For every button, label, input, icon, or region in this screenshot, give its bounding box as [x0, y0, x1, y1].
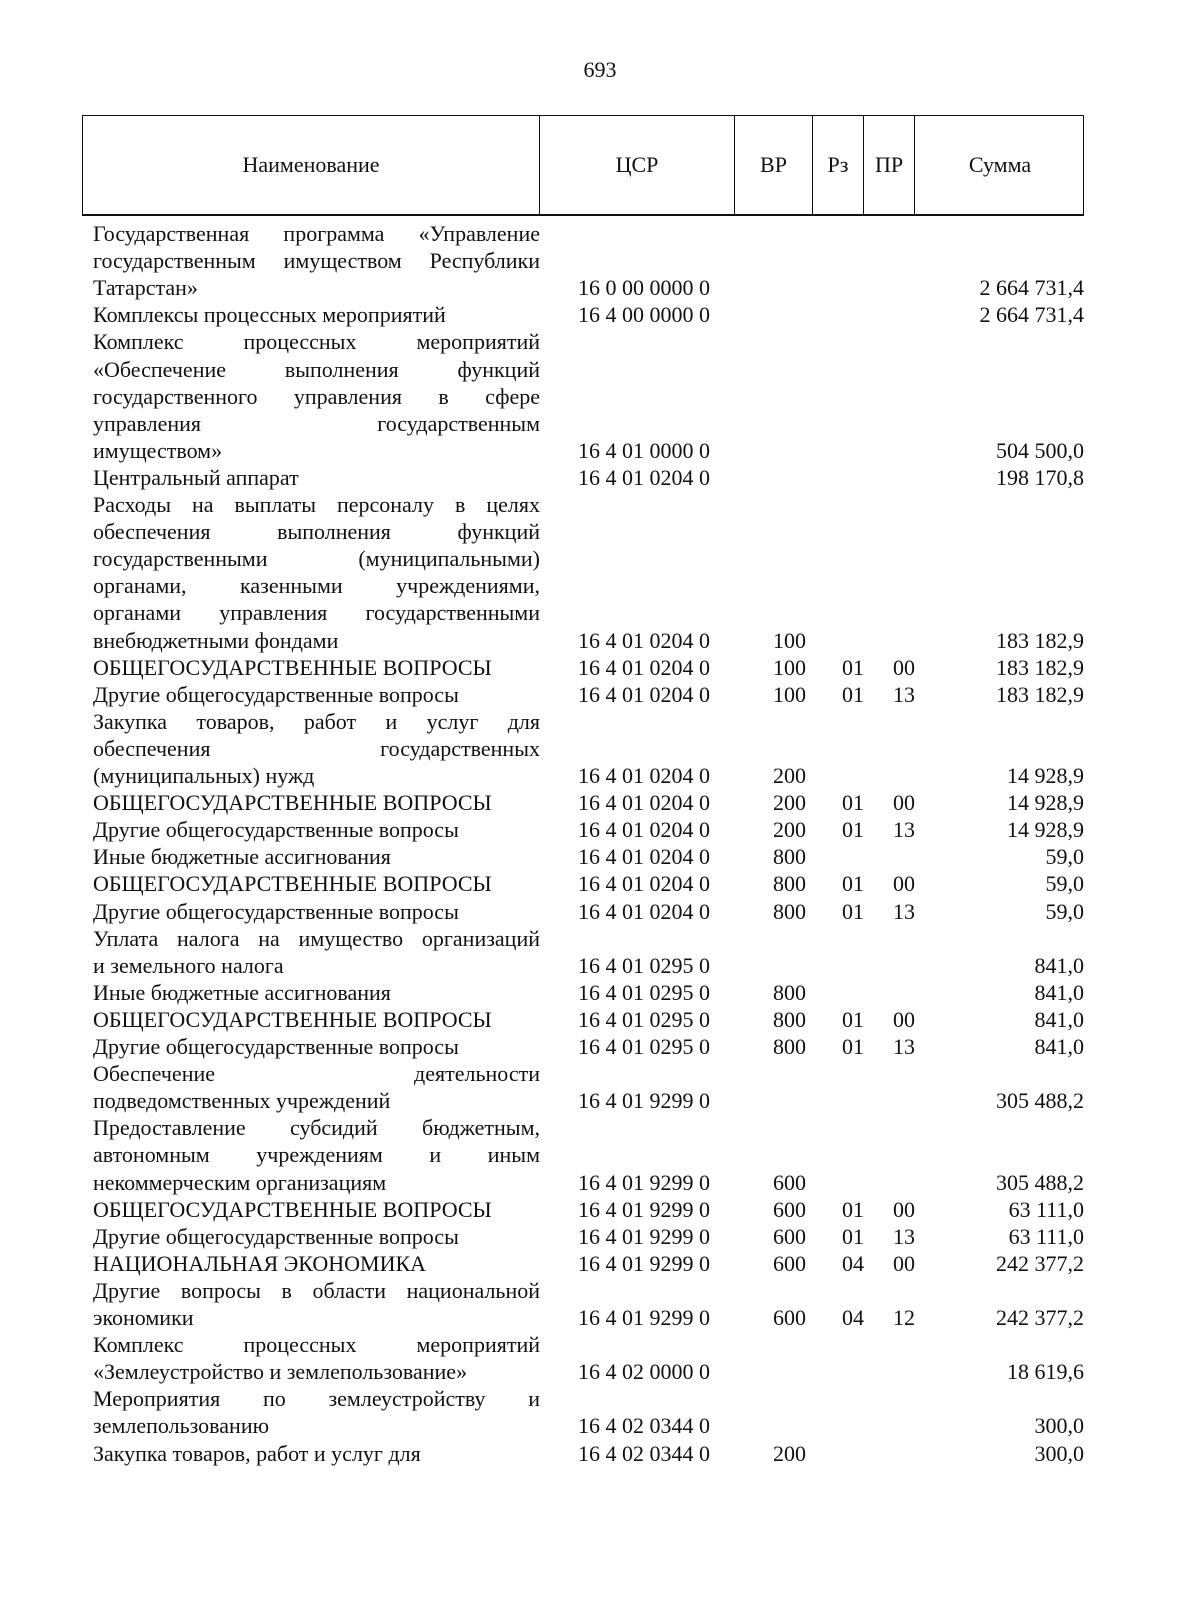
row-vr: 800: [773, 871, 806, 896]
row-csr: 16 4 01 0204 0: [578, 899, 710, 924]
table-row-line: [0, 599, 1200, 626]
row-vr: 800: [773, 980, 806, 1005]
row-name: Иные бюджетные ассигнования: [93, 980, 391, 1005]
table-row-line: [0, 220, 1200, 247]
row-csr: 16 4 01 0204 0: [578, 682, 710, 707]
table-row-line: [0, 1223, 1200, 1250]
table-row-line: [0, 789, 1200, 816]
table-row-line: [0, 247, 1200, 274]
row-csr: 16 4 01 9299 0: [578, 1224, 710, 1249]
row-name: экономики: [93, 1305, 194, 1330]
row-csr: 16 4 01 0295 0: [578, 953, 710, 978]
row-vr: 100: [773, 682, 806, 707]
row-vr: 600: [773, 1197, 806, 1222]
row-name: Расходы на выплаты персоналу в целях: [93, 492, 540, 517]
table-row-line: [0, 1331, 1200, 1358]
row-name: Обеспечение деятельности: [93, 1061, 540, 1086]
row-vr: 800: [773, 1007, 806, 1032]
row-rz: 01: [842, 817, 864, 842]
row-sum: 841,0: [1034, 1007, 1084, 1032]
row-name: Иные бюджетные ассигнования: [93, 844, 391, 869]
table-row-line: [0, 1169, 1200, 1196]
row-csr: 16 4 01 9299 0: [578, 1197, 710, 1222]
row-name: органами управления государственными: [93, 600, 540, 625]
row-sum: 59,0: [1045, 899, 1084, 924]
row-pr: 13: [893, 682, 915, 707]
table-row-line: [0, 1358, 1200, 1385]
row-pr: 13: [893, 817, 915, 842]
row-sum: 504 500,0: [996, 438, 1084, 463]
table-row-line: [0, 1250, 1200, 1277]
row-name: Закупка товаров, работ и услуг для: [93, 1441, 421, 1466]
row-sum: 183 182,9: [996, 655, 1084, 680]
table-header: [82, 115, 1084, 216]
row-vr: 100: [773, 655, 806, 680]
row-name: государственными (муниципальными): [93, 546, 540, 571]
row-csr: 16 0 00 0000 0: [578, 275, 710, 300]
header-csr: ЦСР: [539, 116, 734, 214]
table-row-line: [0, 1033, 1200, 1060]
row-name: Комплекс процессных мероприятий: [93, 1332, 540, 1357]
row-rz: 01: [842, 1197, 864, 1222]
row-vr: 600: [773, 1305, 806, 1330]
row-name: Другие общегосударственные вопросы: [93, 817, 459, 842]
table-row-line: [0, 1141, 1200, 1168]
header-rz: Рз: [812, 116, 863, 214]
row-pr: 00: [893, 1197, 915, 1222]
row-pr: 00: [893, 1007, 915, 1032]
row-name: (муниципальных) нужд: [93, 763, 315, 788]
header-name: Наименование: [242, 152, 380, 177]
table-row-line: [0, 1304, 1200, 1331]
table-row-line: [0, 518, 1200, 545]
row-sum: 305 488,2: [996, 1088, 1084, 1113]
row-pr: 13: [893, 1034, 915, 1059]
row-name: Другие общегосударственные вопросы: [93, 1034, 459, 1059]
table-row-line: [0, 1060, 1200, 1087]
row-vr: 200: [773, 817, 806, 842]
row-vr: 800: [773, 844, 806, 869]
row-csr: 16 4 01 0204 0: [578, 465, 710, 490]
table-row-line: [0, 1087, 1200, 1114]
table-row-line: [0, 1114, 1200, 1141]
row-pr: 00: [893, 871, 915, 896]
row-name: ОБЩЕГОСУДАРСТВЕННЫЕ ВОПРОСЫ: [93, 871, 492, 896]
row-name: НАЦИОНАЛЬНАЯ ЭКОНОМИКА: [93, 1251, 427, 1276]
row-csr: 16 4 02 0344 0: [578, 1413, 710, 1438]
row-sum: 198 170,8: [996, 465, 1084, 490]
row-pr: 13: [893, 899, 915, 924]
table-row-line: [0, 437, 1200, 464]
table-row-line: [0, 681, 1200, 708]
row-sum: 14 928,9: [1007, 790, 1084, 815]
table-row-line: [0, 816, 1200, 843]
row-sum: 183 182,9: [996, 628, 1084, 653]
row-name: государственным имуществом Республики: [93, 248, 540, 273]
row-rz: 01: [842, 655, 864, 680]
row-pr: 00: [893, 655, 915, 680]
row-name: обеспечения государственных: [93, 736, 540, 761]
row-name: «Землеустройство и землепользование»: [93, 1359, 468, 1384]
row-name: органами, казенными учреждениями,: [93, 573, 540, 598]
table-row-line: [0, 843, 1200, 870]
row-vr: 600: [773, 1251, 806, 1276]
row-sum: 2 664 731,4: [979, 275, 1084, 300]
header-pr: ПР: [863, 116, 914, 214]
row-pr: 00: [893, 1251, 915, 1276]
table-row-line: [0, 1385, 1200, 1412]
row-rz: 01: [842, 790, 864, 815]
row-name: «Обеспечение выполнения функций: [93, 357, 540, 382]
row-sum: 63 111,0: [1008, 1224, 1084, 1249]
table-row-line: [0, 301, 1200, 328]
row-vr: 800: [773, 899, 806, 924]
row-vr: 600: [773, 1170, 806, 1195]
row-csr: 16 4 01 0204 0: [578, 871, 710, 896]
table-row-line: [0, 898, 1200, 925]
row-csr: 16 4 01 0204 0: [578, 844, 710, 869]
table-row-line: [0, 328, 1200, 355]
row-vr: 600: [773, 1224, 806, 1249]
table-row-line: [0, 654, 1200, 681]
row-csr: 16 4 01 0295 0: [578, 1034, 710, 1059]
table-row-line: [0, 1412, 1200, 1439]
row-name: ОБЩЕГОСУДАРСТВЕННЫЕ ВОПРОСЫ: [93, 790, 492, 815]
table-row-line: [0, 491, 1200, 518]
row-name: Татарстан»: [93, 275, 198, 300]
row-rz: 01: [842, 1007, 864, 1032]
table-row-line: [0, 1440, 1200, 1467]
row-name: имуществом»: [93, 438, 223, 463]
row-name: ОБЩЕГОСУДАРСТВЕННЫЕ ВОПРОСЫ: [93, 655, 492, 680]
row-csr: 16 4 01 0000 0: [578, 438, 710, 463]
table-row-line: [0, 356, 1200, 383]
row-sum: 14 928,9: [1007, 763, 1084, 788]
row-vr: 100: [773, 628, 806, 653]
row-csr: 16 4 01 0204 0: [578, 655, 710, 680]
table-row-line: [0, 979, 1200, 1006]
table-row-line: [0, 572, 1200, 599]
table-row-line: [0, 952, 1200, 979]
row-sum: 2 664 731,4: [979, 302, 1084, 327]
row-pr: 00: [893, 790, 915, 815]
row-csr: 16 4 01 0204 0: [578, 790, 710, 815]
row-sum: 183 182,9: [996, 682, 1084, 707]
row-name: ОБЩЕГОСУДАРСТВЕННЫЕ ВОПРОСЫ: [93, 1007, 492, 1032]
row-csr: 16 4 01 0204 0: [578, 817, 710, 842]
table-row-line: [0, 1277, 1200, 1304]
row-csr: 16 4 01 0204 0: [578, 628, 710, 653]
row-csr: 16 4 01 9299 0: [578, 1251, 710, 1276]
row-csr: 16 4 01 0295 0: [578, 980, 710, 1005]
row-rz: 01: [842, 1224, 864, 1249]
row-csr: 16 4 01 9299 0: [578, 1170, 710, 1195]
row-name: землепользованию: [93, 1413, 270, 1438]
row-sum: 14 928,9: [1007, 817, 1084, 842]
table-row-line: [0, 762, 1200, 789]
row-csr: 16 4 01 0204 0: [578, 763, 710, 788]
row-name: управления государственным: [93, 411, 540, 436]
row-sum: 59,0: [1045, 871, 1084, 896]
header-sum: Сумма: [914, 116, 1085, 214]
table-row-line: [0, 464, 1200, 491]
row-name: обеспечения выполнения функций: [93, 519, 540, 544]
row-csr: 16 4 01 9299 0: [578, 1305, 710, 1330]
row-csr: 16 4 01 0295 0: [578, 1007, 710, 1032]
row-rz: 04: [842, 1251, 864, 1276]
row-rz: 04: [842, 1305, 864, 1330]
row-name: государственного управления в сфере: [93, 384, 540, 409]
row-name: внебюджетными фондами: [93, 628, 339, 653]
row-name: Комплекс процессных мероприятий: [93, 329, 540, 354]
row-name: Уплата налога на имущество организаций: [93, 926, 540, 951]
page-number: 693: [583, 57, 617, 82]
row-sum: 300,0: [1034, 1441, 1084, 1466]
table-row-line: [0, 410, 1200, 437]
table-row-line: [0, 1196, 1200, 1223]
row-name: ОБЩЕГОСУДАРСТВЕННЫЕ ВОПРОСЫ: [93, 1197, 492, 1222]
row-name: некоммерческим организациям: [93, 1170, 387, 1195]
row-rz: 01: [842, 682, 864, 707]
row-sum: 841,0: [1034, 1034, 1084, 1059]
row-sum: 305 488,2: [996, 1170, 1084, 1195]
row-rz: 01: [842, 1034, 864, 1059]
row-rz: 01: [842, 871, 864, 896]
row-sum: 63 111,0: [1008, 1197, 1084, 1222]
row-vr: 200: [773, 1441, 806, 1466]
row-rz: 01: [842, 899, 864, 924]
row-pr: 13: [893, 1224, 915, 1249]
row-sum: 59,0: [1045, 844, 1084, 869]
row-csr: 16 4 02 0344 0: [578, 1441, 710, 1466]
header-vr: ВР: [734, 116, 812, 214]
row-name: Комплексы процессных мероприятий: [93, 302, 446, 327]
row-name: Другие общегосударственные вопросы: [93, 1224, 459, 1249]
table-row-line: [0, 545, 1200, 572]
row-csr: 16 4 02 0000 0: [578, 1359, 710, 1384]
table-row-line: [0, 708, 1200, 735]
row-name: и земельного налога: [93, 953, 284, 978]
row-sum: 18 619,6: [1007, 1359, 1084, 1384]
row-sum: 242 377,2: [996, 1305, 1084, 1330]
row-name: Другие общегосударственные вопросы: [93, 682, 459, 707]
row-vr: 800: [773, 1034, 806, 1059]
row-name: Другие общегосударственные вопросы: [93, 899, 459, 924]
table-row-line: [0, 627, 1200, 654]
table-row-line: [0, 735, 1200, 762]
row-csr: 16 4 00 0000 0: [578, 302, 710, 327]
table-row-line: [0, 1006, 1200, 1033]
row-vr: 200: [773, 790, 806, 815]
row-sum: 300,0: [1034, 1413, 1084, 1438]
row-name: Центральный аппарат: [93, 465, 299, 490]
table-row-line: [0, 925, 1200, 952]
row-csr: 16 4 01 9299 0: [578, 1088, 710, 1113]
row-pr: 12: [893, 1305, 915, 1330]
table-row-line: [0, 383, 1200, 410]
row-name: Государственная программа «Управление: [93, 221, 540, 246]
row-sum: 242 377,2: [996, 1251, 1084, 1276]
row-name: Закупка товаров, работ и услуг для: [93, 709, 540, 734]
row-vr: 200: [773, 763, 806, 788]
row-sum: 841,0: [1034, 953, 1084, 978]
table-row-line: [0, 870, 1200, 897]
table-row-line: [0, 274, 1200, 301]
row-name: подведомственных учреждений: [93, 1088, 391, 1113]
row-sum: 841,0: [1034, 980, 1084, 1005]
row-name: Мероприятия по землеустройству и: [93, 1386, 540, 1411]
row-name: Другие вопросы в области национальной: [93, 1278, 540, 1303]
row-name: Предоставление субсидий бюджетным,: [93, 1115, 540, 1140]
row-name: автономным учреждениям и иным: [93, 1142, 540, 1167]
